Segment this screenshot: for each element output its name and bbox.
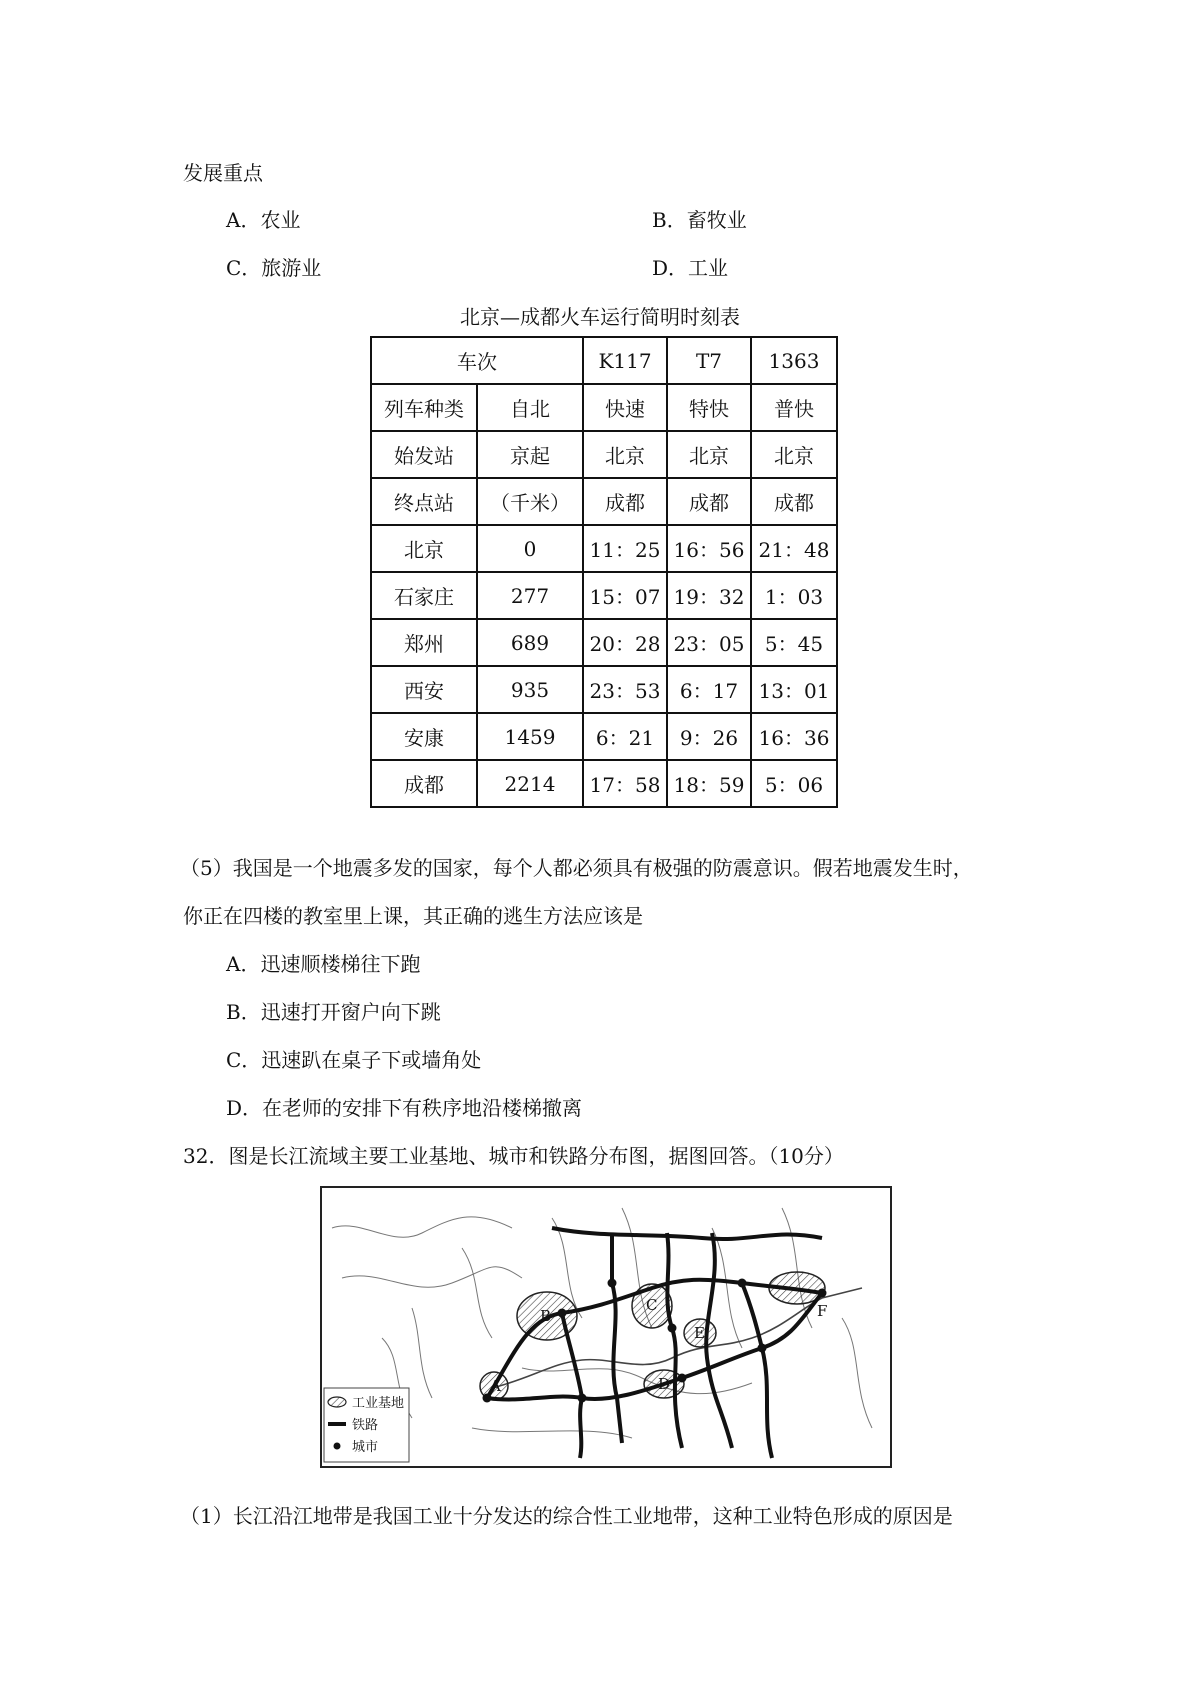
table-cell: 689	[477, 619, 583, 666]
table-row	[371, 713, 837, 760]
table-cell: 0	[477, 525, 583, 572]
table-row	[371, 572, 837, 619]
table-header-cell: 1363	[751, 337, 837, 384]
table-cell: （千米）	[477, 478, 583, 525]
label-b: B	[540, 1307, 552, 1325]
table-cell: 1459	[477, 713, 583, 760]
table-cell: 16：56	[667, 525, 751, 572]
railway-lines	[487, 1228, 822, 1458]
table-row	[371, 760, 837, 807]
table-cell: 北京	[583, 431, 667, 478]
table-cell: 成都	[583, 478, 667, 525]
table-header-cell: 车次	[371, 337, 583, 384]
table-cell: 277	[477, 572, 583, 619]
option-a: A．农业	[226, 208, 301, 232]
table-row	[371, 384, 837, 431]
intro-text: 发展重点	[183, 161, 263, 185]
table-cell: 快速	[583, 384, 667, 431]
table-cell: 始发站	[371, 431, 477, 478]
table-row	[371, 525, 837, 572]
legend-base-label: 工业基地	[352, 1396, 405, 1411]
table-cell: 京起	[477, 431, 583, 478]
table-cell: 普快	[751, 384, 837, 431]
table-cell: 21：48	[751, 525, 837, 572]
q5-option-d: D．在老师的安排下有秩序地沿楼梯撤离	[226, 1096, 583, 1120]
q32-sub1: （1）长江沿江地带是我国工业十分发达的综合性工业地带，这种工业特色形成的原因是	[180, 1504, 953, 1528]
table-cell: 11：25	[583, 525, 667, 572]
table-row	[371, 666, 837, 713]
q5-line1: （5）我国是一个地震多发的国家，每个人都必须具有极强的防震意识。假若地震发生时，	[180, 856, 973, 880]
table-row	[371, 478, 837, 525]
terrain-lines	[332, 1208, 872, 1438]
table-cell: 16：36	[751, 713, 837, 760]
table-cell: 23：53	[583, 666, 667, 713]
table-cell: 终点站	[371, 478, 477, 525]
table-cell: 安康	[371, 713, 477, 760]
table-header-row	[371, 337, 837, 384]
table-cell: 19：32	[667, 572, 751, 619]
table-cell: 13：01	[751, 666, 837, 713]
table-cell: 西安	[371, 666, 477, 713]
yangtze-map	[320, 1186, 892, 1468]
table-cell: 6：17	[667, 666, 751, 713]
train-timetable	[370, 336, 838, 808]
table-cell: 15：07	[583, 572, 667, 619]
legend-base-icon	[328, 1397, 346, 1407]
table-cell: 18：59	[667, 760, 751, 807]
label-f: F	[817, 1302, 828, 1320]
table-cell: 成都	[371, 760, 477, 807]
table-cell: 特快	[667, 384, 751, 431]
table-cell: 9：26	[667, 713, 751, 760]
table-header-cell: K117	[583, 337, 667, 384]
q32-title: 32．图是长江流域主要工业基地、城市和铁路分布图，据图回答。（10分）	[183, 1144, 844, 1168]
label-c: C	[646, 1296, 658, 1314]
table-cell: 成都	[751, 478, 837, 525]
legend-railway-label: 铁路	[352, 1418, 379, 1433]
table-cell: 北京	[751, 431, 837, 478]
legend-city-label: 城市	[352, 1440, 379, 1455]
table-cell: 成都	[667, 478, 751, 525]
table-cell: 6：21	[583, 713, 667, 760]
q5-option-c: C．迅速趴在桌子下或墙角处	[226, 1048, 482, 1072]
table-row	[371, 619, 837, 666]
table-cell: 5：45	[751, 619, 837, 666]
label-e: E	[694, 1324, 705, 1342]
table-cell: 20：28	[583, 619, 667, 666]
option-d: D．工业	[652, 256, 729, 280]
map-svg	[322, 1188, 890, 1466]
label-d: D	[658, 1375, 671, 1393]
table-cell: 自北	[477, 384, 583, 431]
option-c: C．旅游业	[226, 256, 322, 280]
option-b: B．畜牧业	[652, 208, 747, 232]
table-header-cell: T7	[667, 337, 751, 384]
table-row	[371, 431, 837, 478]
legend-city-icon	[334, 1443, 341, 1450]
table-cell: 北京	[667, 431, 751, 478]
table-cell: 23：05	[667, 619, 751, 666]
table-cell: 1：03	[751, 572, 837, 619]
q5-option-b: B．迅速打开窗户向下跳	[226, 1000, 441, 1024]
table-cell: 郑州	[371, 619, 477, 666]
q5-line2: 你正在四楼的教室里上课，其正确的逃生方法应该是	[183, 904, 643, 928]
label-a: A	[490, 1377, 501, 1395]
table-cell: 列车种类	[371, 384, 477, 431]
table-cell: 石家庄	[371, 572, 477, 619]
table-cell: 935	[477, 666, 583, 713]
q5-option-a: A．迅速顺楼梯往下跑	[226, 952, 421, 976]
table-cell: 5：06	[751, 760, 837, 807]
table-cell: 北京	[371, 525, 477, 572]
table-caption: 北京—成都火车运行简明时刻表	[460, 305, 740, 329]
table-cell: 17：58	[583, 760, 667, 807]
table-cell: 2214	[477, 760, 583, 807]
map-legend	[324, 1388, 409, 1462]
